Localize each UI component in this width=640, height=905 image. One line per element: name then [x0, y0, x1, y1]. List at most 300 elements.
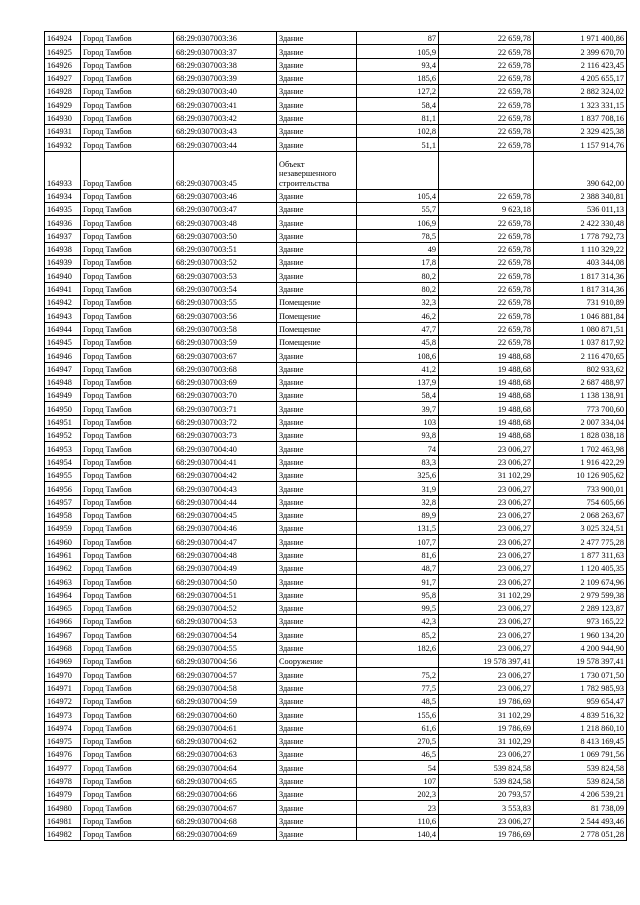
object-type-cell: Здание [277, 415, 357, 428]
row-id-cell: 164949 [45, 389, 81, 402]
cadastral-value-cell: 1 138 138,91 [534, 389, 627, 402]
object-type-cell: Здание [277, 32, 357, 45]
table-row [45, 508, 627, 521]
unit-value-cell: 22 659,78 [439, 45, 534, 58]
cadastral-number-cell: 68:29:0307003:47 [174, 202, 277, 215]
unit-value-cell: 22 659,78 [439, 58, 534, 71]
object-type-cell: Здание [277, 125, 357, 138]
unit-value-cell: 23 006,27 [439, 668, 534, 681]
cadastral-value-cell: 4 200 944,90 [534, 641, 627, 654]
object-type-cell: Здание [277, 601, 357, 614]
cadastral-value-cell: 1 218 860,10 [534, 721, 627, 734]
cadastral-number-cell: 68:29:0307004:55 [174, 641, 277, 654]
object-type-cell: Здание [277, 801, 357, 814]
area-cell: 182,6 [357, 641, 439, 654]
area-cell: 105,4 [357, 189, 439, 202]
unit-value-cell: 23 006,27 [439, 442, 534, 455]
table-row [45, 708, 627, 721]
cadastral-number-cell: 68:29:0307003:53 [174, 269, 277, 282]
cadastral-number-cell: 68:29:0307003:38 [174, 58, 277, 71]
cadastral-value-cell: 2 116 470,65 [534, 349, 627, 362]
unit-value-cell: 19 488,68 [439, 415, 534, 428]
row-id-cell: 164977 [45, 761, 81, 774]
object-type-cell: Здание [277, 535, 357, 548]
row-id-cell: 164938 [45, 242, 81, 255]
city-cell: Город Тамбов [81, 322, 174, 335]
table-row [45, 442, 627, 455]
cadastral-number-cell: 68:29:0307003:39 [174, 71, 277, 84]
unit-value-cell: 19 786,69 [439, 694, 534, 707]
city-cell: Город Тамбов [81, 402, 174, 415]
city-cell: Город Тамбов [81, 774, 174, 787]
unit-value-cell: 19 578 397,41 [439, 655, 534, 668]
cadastral-value-cell: 10 126 905,62 [534, 468, 627, 481]
cadastral-value-cell: 754 605,66 [534, 495, 627, 508]
table-row [45, 575, 627, 588]
object-type-cell: Сооружение [277, 655, 357, 668]
unit-value-cell: 23 006,27 [439, 495, 534, 508]
table-row [45, 788, 627, 801]
cadastral-value-cell: 2 329 425,38 [534, 125, 627, 138]
area-cell: 185,6 [357, 71, 439, 84]
row-id-cell: 164963 [45, 575, 81, 588]
area-cell: 58,4 [357, 389, 439, 402]
table-row [45, 641, 627, 654]
city-cell: Город Тамбов [81, 32, 174, 45]
unit-value-cell: 539 824,58 [439, 774, 534, 787]
city-cell: Город Тамбов [81, 189, 174, 202]
cadastral-value-cell: 731 910,89 [534, 296, 627, 309]
cadastral-number-cell: 68:29:0307004:63 [174, 748, 277, 761]
object-type-cell: Здание [277, 788, 357, 801]
cadastral-number-cell: 68:29:0307003:52 [174, 256, 277, 269]
unit-value-cell: 22 659,78 [439, 125, 534, 138]
cadastral-value-cell: 2 687 488,97 [534, 375, 627, 388]
table-row [45, 482, 627, 495]
cadastral-value-cell: 539 824,58 [534, 774, 627, 787]
area-cell: 32,8 [357, 495, 439, 508]
city-cell: Город Тамбов [81, 429, 174, 442]
cadastral-value-cell: 1 971 400,86 [534, 32, 627, 45]
unit-value-cell: 22 659,78 [439, 71, 534, 84]
cadastral-number-cell: 68:29:0307003:37 [174, 45, 277, 58]
table-row [45, 522, 627, 535]
cadastral-value-cell: 1 120 405,35 [534, 561, 627, 574]
city-cell: Город Тамбов [81, 641, 174, 654]
unit-value-cell: 22 659,78 [439, 229, 534, 242]
unit-value-cell: 23 006,27 [439, 748, 534, 761]
area-cell: 155,6 [357, 708, 439, 721]
row-id-cell: 164941 [45, 282, 81, 295]
object-type-cell: Здание [277, 694, 357, 707]
table-row [45, 58, 627, 71]
row-id-cell: 164972 [45, 694, 81, 707]
table-row [45, 721, 627, 734]
area-cell: 48,7 [357, 561, 439, 574]
table-row [45, 111, 627, 124]
row-id-cell: 164979 [45, 788, 81, 801]
cadastral-number-cell: 68:29:0307004:60 [174, 708, 277, 721]
unit-value-cell: 23 006,27 [439, 522, 534, 535]
table-row [45, 189, 627, 202]
unit-value-cell: 22 659,78 [439, 282, 534, 295]
unit-value-cell: 22 659,78 [439, 256, 534, 269]
row-id-cell: 164951 [45, 415, 81, 428]
area-cell: 51,1 [357, 138, 439, 151]
table-row [45, 32, 627, 45]
unit-value-cell: 19 488,68 [439, 402, 534, 415]
cadastral-value-cell: 733 900,01 [534, 482, 627, 495]
row-id-cell: 164932 [45, 138, 81, 151]
table-row [45, 202, 627, 215]
cadastral-value-cell: 1 157 914,76 [534, 138, 627, 151]
area-cell: 140,4 [357, 827, 439, 840]
object-type-cell: Здание [277, 814, 357, 827]
cadastral-value-cell: 1 037 817,92 [534, 335, 627, 348]
unit-value-cell [439, 151, 534, 189]
unit-value-cell: 20 793,57 [439, 788, 534, 801]
cadastral-value-cell: 19 578 397,41 [534, 655, 627, 668]
cadastral-value-cell: 1 323 331,15 [534, 98, 627, 111]
area-cell [357, 655, 439, 668]
unit-value-cell: 31 102,29 [439, 734, 534, 747]
cadastral-value-cell: 2 109 674,96 [534, 575, 627, 588]
row-id-cell: 164937 [45, 229, 81, 242]
area-cell: 102,8 [357, 125, 439, 138]
cadastral-number-cell: 68:29:0307004:53 [174, 615, 277, 628]
cadastral-number-cell: 68:29:0307003:67 [174, 349, 277, 362]
area-cell [357, 151, 439, 189]
area-cell: 137,9 [357, 375, 439, 388]
city-cell: Город Тамбов [81, 734, 174, 747]
object-type-cell: Здание [277, 575, 357, 588]
object-type-cell: Здание [277, 641, 357, 654]
unit-value-cell: 23 006,27 [439, 615, 534, 628]
cadastral-value-cell: 2 544 493,46 [534, 814, 627, 827]
unit-value-cell: 19 488,68 [439, 375, 534, 388]
row-id-cell: 164959 [45, 522, 81, 535]
row-id-cell: 164978 [45, 774, 81, 787]
cadastral-value-cell: 4 206 539,21 [534, 788, 627, 801]
cadastral-value-cell: 2 778 051,28 [534, 827, 627, 840]
cadastral-number-cell: 68:29:0307004:52 [174, 601, 277, 614]
table-row [45, 801, 627, 814]
city-cell: Город Тамбов [81, 85, 174, 98]
unit-value-cell: 19 488,68 [439, 389, 534, 402]
city-cell: Город Тамбов [81, 125, 174, 138]
cadastral-number-cell: 68:29:0307004:64 [174, 761, 277, 774]
unit-value-cell: 19 488,68 [439, 362, 534, 375]
city-cell: Город Тамбов [81, 681, 174, 694]
city-cell: Город Тамбов [81, 71, 174, 84]
object-type-cell: Объект незавершенного строительства [277, 151, 357, 189]
city-cell: Город Тамбов [81, 242, 174, 255]
area-cell: 202,3 [357, 788, 439, 801]
object-type-cell: Здание [277, 189, 357, 202]
row-id-cell: 164944 [45, 322, 81, 335]
table-row [45, 402, 627, 415]
unit-value-cell: 31 102,29 [439, 468, 534, 481]
row-id-cell: 164935 [45, 202, 81, 215]
area-cell: 89,9 [357, 508, 439, 521]
row-id-cell: 164976 [45, 748, 81, 761]
area-cell: 110,6 [357, 814, 439, 827]
object-type-cell: Здание [277, 721, 357, 734]
object-type-cell: Здание [277, 202, 357, 215]
row-id-cell: 164956 [45, 482, 81, 495]
table-row [45, 98, 627, 111]
city-cell: Город Тамбов [81, 455, 174, 468]
object-type-cell: Здание [277, 442, 357, 455]
cadastral-number-cell: 68:29:0307003:51 [174, 242, 277, 255]
area-cell: 83,3 [357, 455, 439, 468]
city-cell: Город Тамбов [81, 45, 174, 58]
table-row [45, 322, 627, 335]
cadastral-value-cell: 2 882 324,02 [534, 85, 627, 98]
row-id-cell: 164969 [45, 655, 81, 668]
area-cell: 325,6 [357, 468, 439, 481]
area-cell: 81,1 [357, 111, 439, 124]
row-id-cell: 164973 [45, 708, 81, 721]
cadastral-value-cell: 4 839 516,32 [534, 708, 627, 721]
cadastral-number-cell: 68:29:0307004:59 [174, 694, 277, 707]
area-cell: 127,2 [357, 85, 439, 98]
cadastral-value-cell: 8 413 169,45 [534, 734, 627, 747]
unit-value-cell: 22 659,78 [439, 138, 534, 151]
unit-value-cell: 23 006,27 [439, 455, 534, 468]
unit-value-cell: 22 659,78 [439, 309, 534, 322]
cadastral-value-cell: 539 824,58 [534, 761, 627, 774]
cadastral-number-cell: 68:29:0307004:68 [174, 814, 277, 827]
city-cell: Город Тамбов [81, 151, 174, 189]
object-type-cell: Здание [277, 111, 357, 124]
cadastral-number-cell: 68:29:0307004:51 [174, 588, 277, 601]
row-id-cell: 164936 [45, 216, 81, 229]
table-row [45, 216, 627, 229]
area-cell: 41,2 [357, 362, 439, 375]
city-cell: Город Тамбов [81, 349, 174, 362]
cadastral-value-cell: 1 778 792,73 [534, 229, 627, 242]
object-type-cell: Здание [277, 402, 357, 415]
cadastral-value-cell: 1 837 708,16 [534, 111, 627, 124]
cadastral-value-cell: 81 738,09 [534, 801, 627, 814]
table-row [45, 362, 627, 375]
area-cell: 45,8 [357, 335, 439, 348]
object-type-cell: Здание [277, 668, 357, 681]
area-cell: 49 [357, 242, 439, 255]
unit-value-cell: 19 488,68 [439, 349, 534, 362]
cadastral-number-cell: 68:29:0307003:55 [174, 296, 277, 309]
unit-value-cell: 22 659,78 [439, 269, 534, 282]
cadastral-value-cell: 1 730 071,50 [534, 668, 627, 681]
row-id-cell: 164957 [45, 495, 81, 508]
cadastral-number-cell: 68:29:0307003:71 [174, 402, 277, 415]
row-id-cell: 164946 [45, 349, 81, 362]
cadastral-number-cell: 68:29:0307003:72 [174, 415, 277, 428]
object-type-cell: Здание [277, 628, 357, 641]
cadastral-number-cell: 68:29:0307004:47 [174, 535, 277, 548]
unit-value-cell: 22 659,78 [439, 335, 534, 348]
area-cell: 80,2 [357, 282, 439, 295]
cadastral-number-cell: 68:29:0307004:65 [174, 774, 277, 787]
cadastral-value-cell: 2 116 423,45 [534, 58, 627, 71]
cadastral-number-cell: 68:29:0307003:43 [174, 125, 277, 138]
city-cell: Город Тамбов [81, 111, 174, 124]
cadastral-value-cell: 959 654,47 [534, 694, 627, 707]
cadastral-number-cell: 68:29:0307003:56 [174, 309, 277, 322]
unit-value-cell: 22 659,78 [439, 111, 534, 124]
area-cell: 31,9 [357, 482, 439, 495]
cadastral-value-cell: 1 069 791,56 [534, 748, 627, 761]
row-id-cell: 164943 [45, 309, 81, 322]
object-type-cell: Здание [277, 734, 357, 747]
area-cell: 131,5 [357, 522, 439, 535]
table-row [45, 296, 627, 309]
cadastral-number-cell: 68:29:0307003:70 [174, 389, 277, 402]
area-cell: 48,5 [357, 694, 439, 707]
row-id-cell: 164981 [45, 814, 81, 827]
cadastral-value-cell: 536 011,13 [534, 202, 627, 215]
row-id-cell: 164940 [45, 269, 81, 282]
area-cell: 108,6 [357, 349, 439, 362]
unit-value-cell: 22 659,78 [439, 189, 534, 202]
row-id-cell: 164933 [45, 151, 81, 189]
cadastral-value-cell: 1 916 422,29 [534, 455, 627, 468]
city-cell: Город Тамбов [81, 98, 174, 111]
table-body [45, 32, 627, 841]
cadastral-number-cell: 68:29:0307003:41 [174, 98, 277, 111]
table-row [45, 774, 627, 787]
area-cell: 47,7 [357, 322, 439, 335]
table-row [45, 561, 627, 574]
row-id-cell: 164925 [45, 45, 81, 58]
object-type-cell: Здание [277, 375, 357, 388]
cadastral-value-cell: 1 817 314,36 [534, 282, 627, 295]
object-type-cell: Здание [277, 229, 357, 242]
area-cell: 105,9 [357, 45, 439, 58]
row-id-cell: 164924 [45, 32, 81, 45]
object-type-cell: Здание [277, 256, 357, 269]
city-cell: Город Тамбов [81, 655, 174, 668]
row-id-cell: 164960 [45, 535, 81, 548]
object-type-cell: Здание [277, 588, 357, 601]
area-cell: 54 [357, 761, 439, 774]
cadastral-number-cell: 68:29:0307003:44 [174, 138, 277, 151]
object-type-cell: Здание [277, 748, 357, 761]
cadastral-value-cell: 390 642,00 [534, 151, 627, 189]
table-row [45, 282, 627, 295]
object-type-cell: Здание [277, 827, 357, 840]
table-row [45, 495, 627, 508]
city-cell: Город Тамбов [81, 761, 174, 774]
cadastral-number-cell: 68:29:0307003:68 [174, 362, 277, 375]
city-cell: Город Тамбов [81, 788, 174, 801]
object-type-cell: Помещение [277, 322, 357, 335]
table-row [45, 309, 627, 322]
city-cell: Город Тамбов [81, 229, 174, 242]
cadastral-number-cell: 68:29:0307003:58 [174, 322, 277, 335]
object-type-cell: Здание [277, 362, 357, 375]
city-cell: Город Тамбов [81, 575, 174, 588]
area-cell: 93,4 [357, 58, 439, 71]
cadastral-number-cell: 68:29:0307003:48 [174, 216, 277, 229]
area-cell: 17,8 [357, 256, 439, 269]
city-cell: Город Тамбов [81, 535, 174, 548]
object-type-cell: Здание [277, 548, 357, 561]
table-row [45, 335, 627, 348]
object-type-cell: Здание [277, 561, 357, 574]
table-row [45, 827, 627, 840]
row-id-cell: 164930 [45, 111, 81, 124]
cadastral-value-table [44, 31, 627, 841]
row-id-cell: 164928 [45, 85, 81, 98]
table-row [45, 125, 627, 138]
row-id-cell: 164971 [45, 681, 81, 694]
object-type-cell: Здание [277, 269, 357, 282]
area-cell: 80,2 [357, 269, 439, 282]
unit-value-cell: 9 623,18 [439, 202, 534, 215]
table-row [45, 588, 627, 601]
table-row [45, 535, 627, 548]
unit-value-cell: 23 006,27 [439, 561, 534, 574]
unit-value-cell: 23 006,27 [439, 681, 534, 694]
cadastral-value-cell: 1 877 311,63 [534, 548, 627, 561]
unit-value-cell: 23 006,27 [439, 535, 534, 548]
city-cell: Город Тамбов [81, 309, 174, 322]
row-id-cell: 164926 [45, 58, 81, 71]
cadastral-number-cell: 68:29:0307003:50 [174, 229, 277, 242]
cadastral-number-cell: 68:29:0307004:45 [174, 508, 277, 521]
unit-value-cell: 31 102,29 [439, 708, 534, 721]
unit-value-cell: 3 553,83 [439, 801, 534, 814]
table-row [45, 415, 627, 428]
unit-value-cell: 31 102,29 [439, 588, 534, 601]
cadastral-value-cell: 2 289 123,87 [534, 601, 627, 614]
object-type-cell: Здание [277, 85, 357, 98]
cadastral-number-cell: 68:29:0307004:43 [174, 482, 277, 495]
area-cell: 75,2 [357, 668, 439, 681]
row-id-cell: 164965 [45, 601, 81, 614]
cadastral-number-cell: 68:29:0307004:44 [174, 495, 277, 508]
area-cell: 39,7 [357, 402, 439, 415]
area-cell: 74 [357, 442, 439, 455]
cadastral-value-cell: 2 399 670,70 [534, 45, 627, 58]
unit-value-cell: 22 659,78 [439, 32, 534, 45]
cadastral-number-cell: 68:29:0307004:57 [174, 668, 277, 681]
cadastral-number-cell: 68:29:0307004:66 [174, 788, 277, 801]
area-cell: 58,4 [357, 98, 439, 111]
area-cell: 85,2 [357, 628, 439, 641]
area-cell: 107 [357, 774, 439, 787]
cadastral-value-cell: 1 080 871,51 [534, 322, 627, 335]
city-cell: Город Тамбов [81, 628, 174, 641]
row-id-cell: 164980 [45, 801, 81, 814]
object-type-cell: Здание [277, 45, 357, 58]
cadastral-number-cell: 68:29:0307003:73 [174, 429, 277, 442]
object-type-cell: Здание [277, 389, 357, 402]
city-cell: Город Тамбов [81, 548, 174, 561]
city-cell: Город Тамбов [81, 138, 174, 151]
object-type-cell: Здание [277, 282, 357, 295]
city-cell: Город Тамбов [81, 362, 174, 375]
area-cell: 87 [357, 32, 439, 45]
cadastral-number-cell: 68:29:0307004:69 [174, 827, 277, 840]
object-type-cell: Здание [277, 761, 357, 774]
city-cell: Город Тамбов [81, 296, 174, 309]
table-row [45, 734, 627, 747]
cadastral-value-cell: 2 477 775,28 [534, 535, 627, 548]
area-cell: 81,6 [357, 548, 439, 561]
